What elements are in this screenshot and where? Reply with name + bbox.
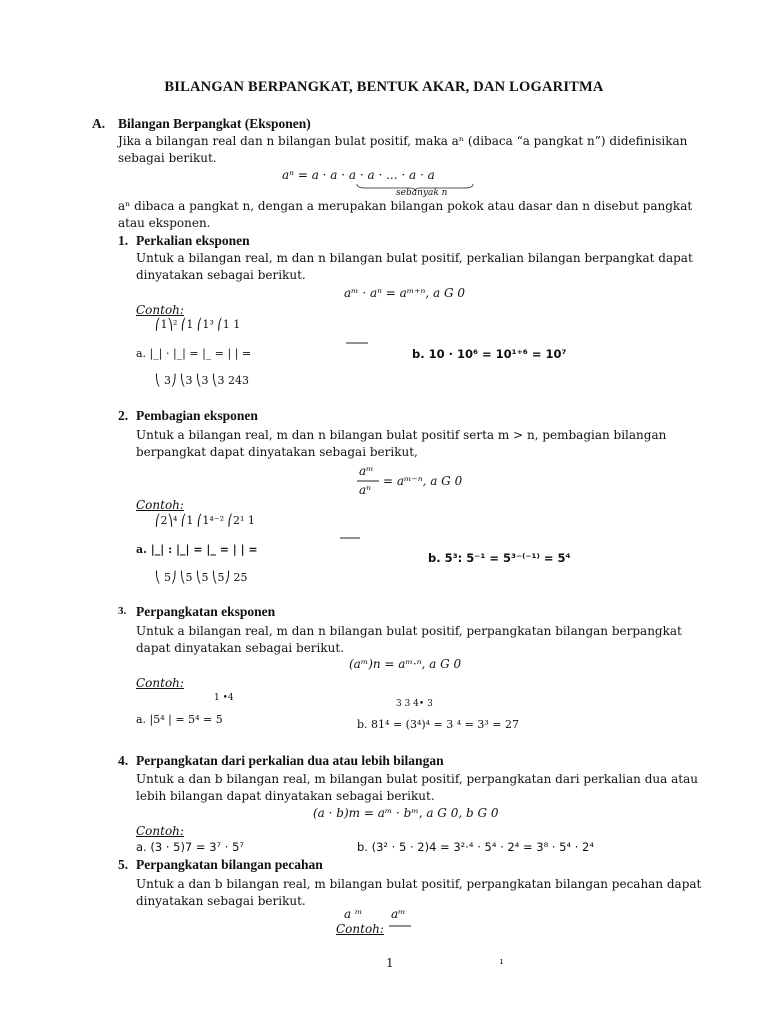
subsection-3-number: 3. xyxy=(118,605,127,617)
section-a-heading: Bilangan Berpangkat (Eksponen) xyxy=(118,116,311,131)
subsection-1-text-line2: dinyatakan sebagai berikut. xyxy=(136,268,306,282)
subsection-3-example-a: a. |5⁴ | = 5⁴ = 5 xyxy=(136,713,223,726)
subsection-4-example-b: b. (3² · 5 · 2)4 = 3²·⁴ · 5⁴ · 2⁴ = 3⁸ · 5⁴ · 2⁴ xyxy=(357,840,594,854)
subsection-3-example-b-exponents: 3 3 4• 3 xyxy=(396,699,433,709)
definition-underbrace-label: sebanyak n xyxy=(396,188,448,198)
subsection-1-formula: aᵐ · aⁿ = aᵐ⁺ⁿ, a G 0 xyxy=(344,286,466,300)
subsection-2-example-a-bottom: ⎝ 5⎠ ⎝5 ⎝5 ⎝5⎠ 25 xyxy=(155,571,248,584)
subsection-5-formula-bar xyxy=(389,924,413,928)
subsection-5-number: 5. xyxy=(118,857,129,872)
subsection-1-text-line1: Untuk a bilangan real, m dan n bilangan bulat positif, perkalian bilangan berpangkat dapat xyxy=(136,251,693,265)
subsection-4-contoh-label: Contoh: xyxy=(136,824,184,838)
subsection-1-example-a-bottom: ⎝ 3⎠ ⎝3 ⎝3 ⎝3 243 xyxy=(155,374,249,387)
subsection-2-example-b: b. 5³: 5⁻¹ = 5³⁻⁽⁻¹⁾ = 5⁴ xyxy=(428,551,571,565)
subsection-4-formula: (a · b)m = aᵐ · bᵐ, a G 0, b G 0 xyxy=(313,806,499,820)
subsection-2-formula-rhs: = aᵐ⁻ⁿ, a G 0 xyxy=(383,474,463,488)
subsection-4-example-a: a. (3 · 5)7 = 3⁷ · 5⁷ xyxy=(136,840,245,854)
footer-mark: ı xyxy=(500,957,503,967)
subsection-2-number: 2. xyxy=(118,408,129,423)
subsection-2-heading: Pembagian eksponen xyxy=(136,408,258,423)
subsection-1-fraction-bar xyxy=(346,341,370,345)
subsection-4-heading: Perpangkatan dari perkalian dua atau lebih bilangan xyxy=(136,753,444,768)
subsection-2-text-line2: berpangkat dapat dinyatakan sebagai berikut, xyxy=(136,445,418,459)
subsection-1-number: 1. xyxy=(118,233,129,248)
section-a-intro-line1: Jika a bilangan real dan n bilangan bulat positif, maka aⁿ (dibaca “a pangkat n”) didefinisikan xyxy=(118,134,688,148)
subsection-1-example-b: b. 10 · 10⁶ = 10¹⁺⁶ = 10⁷ xyxy=(412,347,567,361)
subsection-2-text-line1: Untuk a bilangan real, m dan n bilangan bulat positif serta m > n, pembagian bilangan xyxy=(136,428,667,442)
subsection-2-example-a-top: ⎛2⎞⁴ ⎛1 ⎛1⁴⁻² ⎛2¹ 1 xyxy=(155,514,255,527)
subsection-5-heading: Perpangkatan bilangan pecahan xyxy=(136,857,323,872)
subsection-3-heading: Perpangkatan eksponen xyxy=(136,604,276,619)
subsection-5-contoh-label: Contoh: xyxy=(336,922,384,936)
section-a-intro-line2: sebagai berikut. xyxy=(118,151,217,165)
section-a-label: A. xyxy=(92,116,106,131)
subsection-4-number: 4. xyxy=(118,753,129,768)
subsection-3-text-line2: dapat dinyatakan sebagai berikut. xyxy=(136,641,345,655)
section-a-after-line2: atau eksponen. xyxy=(118,216,211,230)
subsection-3-text-line1: Untuk a bilangan real, m dan n bilangan bulat positif, perpangkatan bilangan berpangkat xyxy=(136,624,682,638)
subsection-5-formula-left: a ᵐ xyxy=(344,907,363,921)
subsection-5-text-line1: Untuk a dan b bilangan real, m bilangan bulat positif, perpangkatan bilangan pecahan dapat xyxy=(136,877,702,891)
subsection-1-contoh-label: Contoh: xyxy=(136,303,184,317)
subsection-1-heading: Perkalian eksponen xyxy=(136,233,250,248)
subsection-2-formula-numerator: aᵐ xyxy=(359,464,374,478)
subsection-3-example-b: b. 81⁴ = (3⁴)⁴ = 3 ⁴ = 3³ = 27 xyxy=(357,718,519,731)
subsection-2-contoh-label: Contoh: xyxy=(136,498,184,512)
subsection-1-example-a-top: ⎛1⎞² ⎛1 ⎛1³ ⎛1 1 xyxy=(155,318,241,331)
subsection-4-text-line2: lebih bilangan dapat dinyatakan sebagai berikut. xyxy=(136,789,435,803)
subsection-5-text-line2: dinyatakan sebagai berikut. xyxy=(136,894,306,908)
definition-formula: aⁿ = a · a · a · a · ... · a · a xyxy=(282,168,435,182)
subsection-3-contoh-label: Contoh: xyxy=(136,676,184,690)
page-number: 1 xyxy=(386,956,394,970)
section-a-after-line1: aⁿ dibaca a pangkat n, dengan a merupakan bilangan pokok atau dasar dan n disebut pangkat xyxy=(118,199,693,213)
subsection-3-example-a-exponent: 1 •4 xyxy=(214,693,234,703)
subsection-1-example-a-middle: a. |_| · |_| = |_ = | | = xyxy=(136,347,252,360)
document-title: BILANGAN BERPANGKAT, BENTUK AKAR, DAN LOGARITMA xyxy=(164,79,604,95)
subsection-2-fraction-bar xyxy=(340,536,364,540)
subsection-4-text-line1: Untuk a dan b bilangan real, m bilangan bulat positif, perpangkatan dari perkalian dua atau xyxy=(136,772,698,786)
subsection-2-example-a-middle: a. |_| : |_| = |_ = | | = xyxy=(136,543,258,556)
subsection-3-formula: (aᵐ)n = aᵐ·ⁿ, a G 0 xyxy=(349,657,462,671)
subsection-2-formula-denominator: aⁿ xyxy=(359,483,372,497)
subsection-5-formula-right: aᵐ xyxy=(391,907,406,921)
